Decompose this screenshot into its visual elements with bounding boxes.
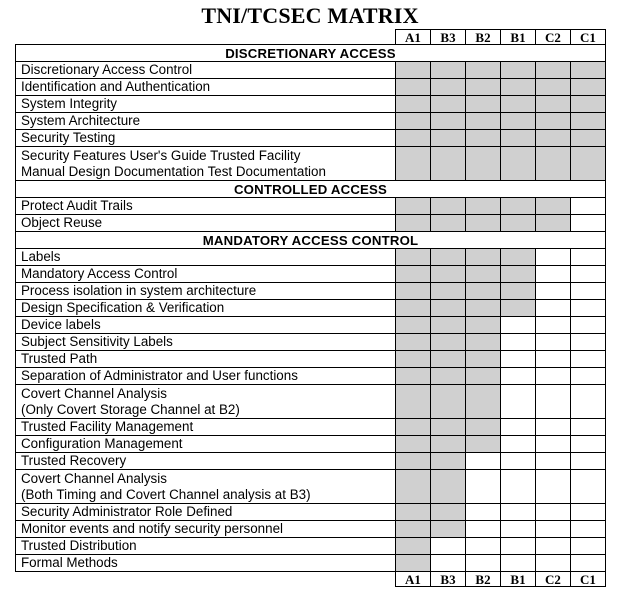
matrix-cell-a1 [396,453,431,470]
matrix-cell-b1 [501,147,536,181]
matrix-cell-c2 [536,453,571,470]
matrix-cell-a1 [396,266,431,283]
matrix-cell-b2 [466,215,501,232]
requirement-label-line: Device labels [21,317,101,333]
requirement-row [16,436,606,453]
matrix-cell-b1 [501,113,536,130]
matrix-cell-a1 [396,317,431,334]
matrix-cell-c1 [571,334,606,351]
requirement-row [16,62,606,79]
matrix-cell-b1 [501,436,536,453]
requirement-row [16,419,606,436]
matrix-cell-c1 [571,113,606,130]
matrix-cell-b2 [466,555,501,572]
requirement-label-line: (Both Timing and Covert Channel analysis at B3) [21,486,311,502]
matrix-cell-b2 [466,419,501,436]
matrix-cell-c2 [536,283,571,300]
matrix-cell-b1 [501,368,536,385]
matrix-cell-b1 [501,555,536,572]
requirement-label [16,283,396,300]
matrix-cell-b2 [466,351,501,368]
matrix-cell-a1 [396,300,431,317]
matrix-cell-c2 [536,521,571,538]
matrix-cell-b3 [431,96,466,113]
requirement-row [16,249,606,266]
requirement-label-line: Trusted Facility Management [21,419,194,435]
requirement-row [16,470,606,504]
requirement-row [16,215,606,232]
level-footer-b3: B3 [431,572,466,587]
matrix-cell-b3 [431,521,466,538]
requirement-label-line: Covert Channel Analysis [21,471,167,486]
matrix-cell-b2 [466,504,501,521]
requirement-label [16,198,396,215]
matrix-cell-c1 [571,470,606,504]
matrix-cell-b2 [466,249,501,266]
matrix-cell-c2 [536,300,571,317]
matrix-cell-c2 [536,555,571,572]
matrix-cell-b3 [431,215,466,232]
requirement-label [16,249,396,266]
matrix-cell-c2 [536,62,571,79]
matrix-cell-c1 [571,317,606,334]
matrix-cell-b3 [431,351,466,368]
matrix-cell-b2 [466,436,501,453]
requirement-label [16,504,396,521]
matrix-cell-a1 [396,368,431,385]
matrix-cell-c1 [571,521,606,538]
matrix-cell-b2 [466,79,501,96]
matrix-cell-b2 [466,368,501,385]
requirement-label-line: System Architecture [21,113,141,129]
matrix-cell-c2 [536,334,571,351]
requirement-label-line: Trusted Recovery [21,453,127,469]
requirement-label-line: Trusted Distribution [21,538,137,554]
matrix-cell-c2 [536,96,571,113]
matrix-cell-c1 [571,96,606,113]
header-row [16,30,606,45]
matrix-cell-b2 [466,283,501,300]
matrix-cell-b1 [501,266,536,283]
requirement-label-line: Identification and Authentication [21,79,211,95]
matrix-cell-b2 [466,300,501,317]
requirement-row [16,351,606,368]
requirement-row [16,555,606,572]
matrix-cell-b1 [501,453,536,470]
matrix-cell-c2 [536,130,571,147]
matrix-cell-b1 [501,521,536,538]
matrix-cell-c1 [571,300,606,317]
matrix-cell-b3 [431,470,466,504]
matrix-cell-b2 [466,470,501,504]
matrix-cell-a1 [396,334,431,351]
footer-row [16,572,606,587]
matrix-cell-c1 [571,351,606,368]
matrix-cell-b1 [501,96,536,113]
requirement-label-line: (Only Covert Storage Channel at B2) [21,401,240,417]
matrix-cell-c1 [571,453,606,470]
requirement-label-line: System Integrity [21,96,117,112]
matrix-cell-b2 [466,62,501,79]
matrix-cell-c2 [536,147,571,181]
matrix-cell-c1 [571,368,606,385]
requirement-label [16,368,396,385]
matrix-cell-b3 [431,113,466,130]
requirement-label [16,300,396,317]
matrix-cell-c2 [536,385,571,419]
matrix-cell-b2 [466,266,501,283]
matrix-cell-a1 [396,521,431,538]
footer-corner [16,572,396,587]
matrix-cell-b1 [501,79,536,96]
matrix-cell-b1 [501,62,536,79]
matrix-cell-c2 [536,538,571,555]
matrix-cell-b1 [501,130,536,147]
section-row [16,181,606,198]
matrix-cell-a1 [396,79,431,96]
matrix-cell-b1 [501,504,536,521]
matrix-cell-c1 [571,62,606,79]
requirement-label [16,317,396,334]
matrix-cell-b1 [501,385,536,419]
matrix-cell-b2 [466,334,501,351]
matrix-cell-b3 [431,368,466,385]
requirement-row [16,283,606,300]
requirement-label [16,62,396,79]
matrix-cell-c1 [571,130,606,147]
matrix-cell-c1 [571,283,606,300]
matrix-cell-b1 [501,249,536,266]
requirement-label-line: Subject Sensitivity Labels [21,334,173,350]
matrix-cell-b1 [501,215,536,232]
matrix-cell-b1 [501,300,536,317]
matrix-cell-c1 [571,249,606,266]
matrix-cell-c2 [536,215,571,232]
requirement-label [16,538,396,555]
matrix-cell-a1 [396,436,431,453]
matrix-cell-a1 [396,62,431,79]
matrix-cell-b1 [501,470,536,504]
matrix-cell-b2 [466,147,501,181]
matrix-cell-b1 [501,538,536,555]
matrix-cell-a1 [396,96,431,113]
requirement-label-line: Manual Design Documentation Test Documentation [21,163,326,179]
requirement-label-line: Security Features User's Guide Trusted Facility [21,148,301,163]
section-header: CONTROLLED ACCESS [16,181,606,198]
matrix-cell-b1 [501,317,536,334]
requirement-label [16,419,396,436]
matrix-cell-b2 [466,453,501,470]
matrix-cell-c1 [571,266,606,283]
matrix-cell-b2 [466,96,501,113]
matrix-cell-a1 [396,198,431,215]
matrix-cell-b1 [501,283,536,300]
matrix-cell-a1 [396,147,431,181]
requirement-row [16,334,606,351]
matrix-cell-c2 [536,351,571,368]
matrix-cell-b1 [501,334,536,351]
requirement-label [16,521,396,538]
requirement-label-line: Security Administrator Role Defined [21,504,233,520]
requirement-label [16,215,396,232]
requirement-label-line: Protect Audit Trails [21,198,133,214]
matrix-cell-c2 [536,249,571,266]
level-footer-b2: B2 [466,572,501,587]
header-corner [16,30,396,45]
requirement-row [16,300,606,317]
page-title: TNI/TCSEC MATRIX [201,3,419,28]
matrix-cell-c1 [571,79,606,96]
matrix-cell-b3 [431,249,466,266]
matrix-cell-a1 [396,385,431,419]
matrix-cell-a1 [396,555,431,572]
matrix-cell-c1 [571,198,606,215]
matrix-cell-c1 [571,147,606,181]
matrix-cell-a1 [396,283,431,300]
matrix-cell-b3 [431,198,466,215]
matrix-cell-c2 [536,504,571,521]
requirement-label-line: Security Testing [21,130,116,146]
matrix-cell-a1 [396,538,431,555]
section-header: MANDATORY ACCESS CONTROL [16,232,606,249]
matrix-cell-b1 [501,419,536,436]
matrix-cell-b2 [466,385,501,419]
requirement-row [16,130,606,147]
requirement-label [16,436,396,453]
requirement-label-line: Configuration Management [21,436,183,452]
matrix-cell-c1 [571,215,606,232]
matrix-cell-c2 [536,198,571,215]
requirement-label [16,130,396,147]
requirement-label-line: Design Specification & Verification [21,300,225,316]
matrix-cell-c1 [571,555,606,572]
matrix-cell-a1 [396,470,431,504]
matrix-cell-b1 [501,198,536,215]
requirement-row [16,198,606,215]
level-header-c1: C1 [571,30,606,45]
matrix-cell-b2 [466,538,501,555]
requirement-row [16,96,606,113]
matrix-cell-c2 [536,419,571,436]
matrix-cell-b3 [431,504,466,521]
matrix-cell-b3 [431,385,466,419]
matrix-cell-c1 [571,504,606,521]
requirement-row [16,266,606,283]
tcsec-matrix-table [15,29,606,587]
requirement-row [16,385,606,419]
requirement-label-line: Mandatory Access Control [21,266,178,282]
requirement-label-line: Monitor events and notify security personnel [21,521,284,537]
matrix-cell-c2 [536,113,571,130]
level-footer-c2: C2 [536,572,571,587]
level-footer-b1: B1 [501,572,536,587]
requirement-label-line: Trusted Path [21,351,98,367]
requirement-label-line: Discretionary Access Control [21,62,193,78]
requirement-label [16,385,396,419]
requirement-label [16,96,396,113]
requirement-label [16,266,396,283]
requirement-label-line: Separation of Administrator and User functions [21,368,298,384]
section-row [16,45,606,62]
matrix-cell-a1 [396,113,431,130]
matrix-cell-c2 [536,79,571,96]
matrix-cell-b3 [431,453,466,470]
requirement-label [16,334,396,351]
requirement-label [16,113,396,130]
section-row [16,232,606,249]
requirement-row [16,521,606,538]
matrix-cell-c1 [571,419,606,436]
matrix-cell-b3 [431,130,466,147]
matrix-cell-c2 [536,266,571,283]
matrix-cell-b1 [501,351,536,368]
matrix-cell-b3 [431,266,466,283]
requirement-row [16,113,606,130]
requirement-label-line: Labels [21,249,61,265]
matrix-cell-c1 [571,538,606,555]
level-footer-a1: A1 [396,572,431,587]
level-footer-c1: C1 [571,572,606,587]
requirement-label [16,351,396,368]
matrix-cell-b2 [466,130,501,147]
requirement-label [16,555,396,572]
level-header-b1: B1 [501,30,536,45]
requirement-label [16,79,396,96]
matrix-cell-b3 [431,300,466,317]
matrix-cell-b3 [431,436,466,453]
matrix-cell-b3 [431,79,466,96]
matrix-cell-b2 [466,198,501,215]
matrix-cell-c1 [571,436,606,453]
matrix-body [16,45,606,572]
requirement-row [16,79,606,96]
matrix-cell-b3 [431,538,466,555]
matrix-cell-b3 [431,419,466,436]
matrix-cell-b3 [431,283,466,300]
matrix-cell-b3 [431,147,466,181]
matrix-cell-c2 [536,317,571,334]
level-header-c2: C2 [536,30,571,45]
level-header-a1: A1 [396,30,431,45]
requirement-label [16,453,396,470]
matrix-cell-b3 [431,317,466,334]
requirement-row [16,147,606,181]
requirement-row [16,368,606,385]
matrix-cell-b3 [431,334,466,351]
matrix-cell-a1 [396,504,431,521]
matrix-cell-c2 [536,368,571,385]
matrix-cell-a1 [396,249,431,266]
section-header: DISCRETIONARY ACCESS [16,45,606,62]
requirement-label-line: Covert Channel Analysis [21,386,167,401]
requirement-label [16,470,396,504]
matrix-cell-c2 [536,470,571,504]
requirement-row [16,538,606,555]
requirement-label-line: Process isolation in system architecture [21,283,257,299]
matrix-cell-a1 [396,215,431,232]
level-header-b3: B3 [431,30,466,45]
matrix-cell-b2 [466,317,501,334]
matrix-cell-a1 [396,419,431,436]
requirement-label-line: Object Reuse [21,215,103,231]
matrix-cell-c2 [536,436,571,453]
matrix-cell-b3 [431,555,466,572]
requirement-label-line: Formal Methods [21,555,118,571]
requirement-label [16,147,396,181]
matrix-cell-a1 [396,130,431,147]
requirement-row [16,317,606,334]
requirement-row [16,453,606,470]
level-header-b2: B2 [466,30,501,45]
matrix-cell-a1 [396,351,431,368]
matrix-cell-c1 [571,385,606,419]
matrix-cell-b2 [466,521,501,538]
requirement-row [16,504,606,521]
matrix-cell-b2 [466,113,501,130]
matrix-cell-b3 [431,62,466,79]
